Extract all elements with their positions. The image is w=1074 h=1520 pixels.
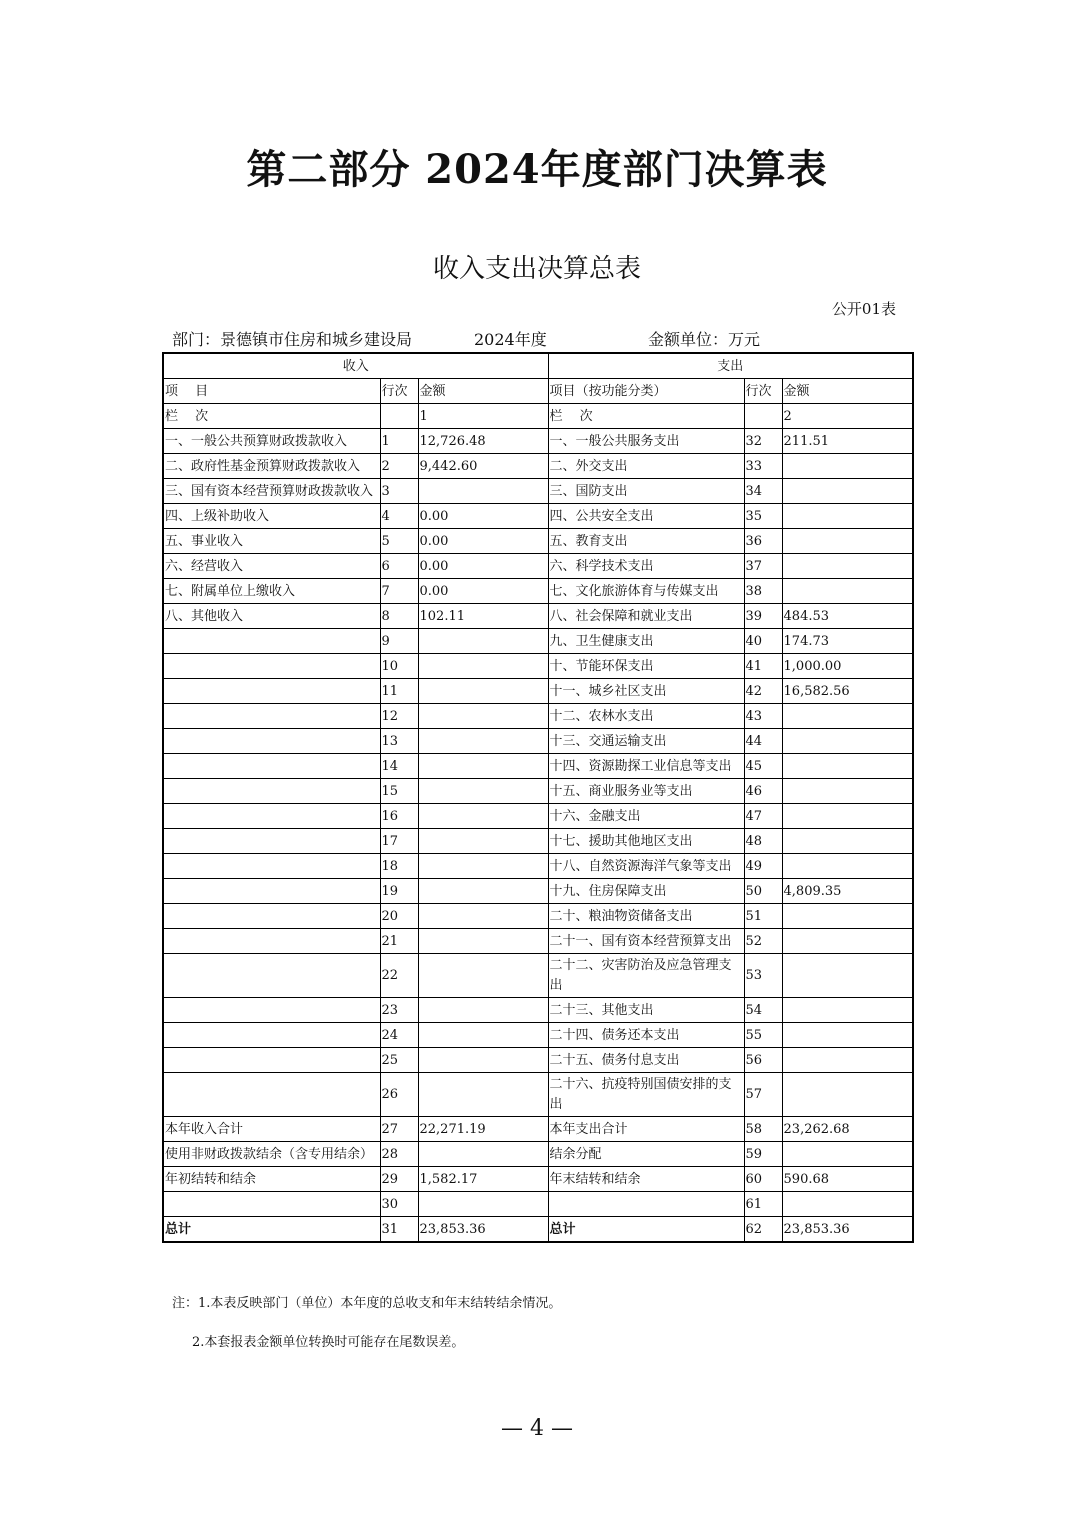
expense-amount-cell [782,904,913,929]
table-row [163,629,913,654]
expense-row-no-cell: 60 [744,1167,782,1192]
expense-row-no-cell: 44 [744,729,782,754]
expense-amount-header: 金额 [782,379,913,404]
income-row-no-cell: 2 [380,454,418,479]
income-row-no-cell: 22 [380,954,418,998]
income-amount-cell [418,1142,548,1167]
expense-item-cell: 六、科学技术支出 [548,554,744,579]
income-amount-cell: 1,582.17 [418,1167,548,1192]
income-amount-cell [418,1192,548,1217]
expense-row-no-header: 行次 [744,379,782,404]
income-column-blank [380,404,418,429]
income-column-index: 1 [418,404,548,429]
expense-item-cell: 十七、援助其他地区支出 [548,829,744,854]
expense-amount-cell: 4,809.35 [782,879,913,904]
expense-item-header: 项目（按功能分类） [548,379,744,404]
expense-amount-cell [782,529,913,554]
expense-row-no-cell: 45 [744,754,782,779]
expense-amount-cell [782,779,913,804]
table-row [163,1167,913,1192]
expense-row-no-cell: 53 [744,954,782,998]
income-amount-cell: 102.11 [418,604,548,629]
expense-item-cell: 十三、交通运输支出 [548,729,744,754]
income-item-cell: 一、一般公共预算财政拨款收入 [163,429,380,454]
table-row [163,854,913,879]
expense-amount-cell: 484.53 [782,604,913,629]
expense-row-no-cell: 57 [744,1073,782,1117]
income-item-cell: 三、国有资本经营预算财政拨款收入 [163,479,380,504]
expense-amount-cell: 211.51 [782,429,913,454]
table-row [163,479,913,504]
expense-row-no-cell: 40 [744,629,782,654]
expense-amount-cell [782,1192,913,1217]
income-item-cell [163,1073,380,1117]
expense-amount-cell [782,479,913,504]
income-amount-cell: 9,442.60 [418,454,548,479]
income-amount-cell: 23,853.36 [418,1217,548,1243]
meta-line [172,327,761,350]
income-row-no-cell: 12 [380,704,418,729]
income-row-no-cell: 31 [380,1217,418,1243]
year-label: 2024年度 [474,330,547,349]
expense-amount-cell [782,729,913,754]
income-item-cell [163,929,380,954]
income-amount-cell [418,904,548,929]
expense-amount-cell: 16,582.56 [782,679,913,704]
expense-item-cell: 四、公共安全支出 [548,504,744,529]
income-item-cell: 四、上级补助收入 [163,504,380,529]
expense-item-cell: 二十一、国有资本经营预算支出 [548,929,744,954]
expense-amount-cell [782,754,913,779]
income-row-no-cell: 29 [380,1167,418,1192]
expense-item-cell: 十、节能环保支出 [548,654,744,679]
expense-item-cell: 三、国防支出 [548,479,744,504]
table-row [163,879,913,904]
income-item-cell: 本年收入合计 [163,1117,380,1142]
expense-item-cell: 总计 [548,1217,744,1243]
expense-row-no-cell: 46 [744,779,782,804]
income-row-no-cell: 4 [380,504,418,529]
expense-item-cell: 十八、自然资源海洋气象等支出 [548,854,744,879]
expense-item-cell: 八、社会保障和就业支出 [548,604,744,629]
income-row-no-cell: 23 [380,998,418,1023]
expense-amount-cell: 590.68 [782,1167,913,1192]
income-item-cell [163,1023,380,1048]
table-row [163,579,913,604]
expense-row-no-cell: 34 [744,479,782,504]
expense-amount-cell [782,998,913,1023]
income-row-no-cell: 13 [380,729,418,754]
income-row-no-cell: 26 [380,1073,418,1117]
income-row-no-cell: 24 [380,1023,418,1048]
table-row [163,1142,913,1167]
table-row [163,1073,913,1117]
expense-amount-cell [782,929,913,954]
income-item-header: 项 目 [163,379,380,404]
expense-item-cell [548,1192,744,1217]
expense-amount-cell [782,1142,913,1167]
income-row-no-cell: 27 [380,1117,418,1142]
income-row-no-cell: 1 [380,429,418,454]
table-row [163,1023,913,1048]
income-item-cell [163,954,380,998]
table-row [163,1117,913,1142]
income-amount-cell [418,954,548,998]
income-amount-cell [418,704,548,729]
income-item-cell [163,1192,380,1217]
income-amount-cell [418,1048,548,1073]
income-row-no-cell: 19 [380,879,418,904]
income-amount-cell [418,629,548,654]
expense-item-cell: 十四、资源勘探工业信息等支出 [548,754,744,779]
income-row-no-cell: 16 [380,804,418,829]
table-row [163,904,913,929]
expense-row-no-cell: 41 [744,654,782,679]
income-amount-cell [418,1073,548,1117]
expense-row-no-cell: 56 [744,1048,782,1073]
expense-row-no-cell: 38 [744,579,782,604]
expense-amount-cell [782,504,913,529]
expense-item-cell: 五、教育支出 [548,529,744,554]
table-row [163,729,913,754]
income-item-cell [163,904,380,929]
income-row-no-cell: 7 [380,579,418,604]
income-item-cell [163,1048,380,1073]
income-expense-table [162,352,914,1243]
expense-row-no-cell: 47 [744,804,782,829]
expense-row-no-cell: 58 [744,1117,782,1142]
income-item-cell [163,754,380,779]
income-item-cell [163,729,380,754]
table-row [163,504,913,529]
expense-row-no-cell: 39 [744,604,782,629]
income-item-cell [163,829,380,854]
income-amount-cell: 0.00 [418,579,548,604]
table-row [163,529,913,554]
income-amount-cell [418,929,548,954]
expense-item-cell: 十一、城乡社区支出 [548,679,744,704]
expense-row-no-cell: 37 [744,554,782,579]
table-row [163,804,913,829]
expense-amount-cell: 1,000.00 [782,654,913,679]
table-row [163,1217,913,1243]
expense-amount-cell [782,1073,913,1117]
income-item-cell: 年初结转和结余 [163,1167,380,1192]
expense-item-cell: 二十、粮油物资储备支出 [548,904,744,929]
income-item-cell [163,879,380,904]
table-row [163,679,913,704]
expense-row-no-cell: 42 [744,679,782,704]
expense-item-cell: 十六、金融支出 [548,804,744,829]
income-row-no-cell: 18 [380,854,418,879]
income-row-no-cell: 6 [380,554,418,579]
expense-amount-cell [782,804,913,829]
expense-amount-cell [782,1048,913,1073]
income-amount-cell [418,479,548,504]
income-item-cell: 七、附属单位上缴收入 [163,579,380,604]
expense-item-cell: 二十二、灾害防治及应急管理支出 [548,954,744,998]
expense-row-no-cell: 59 [744,1142,782,1167]
expense-column-blank [744,404,782,429]
table-row [163,704,913,729]
table-row [163,754,913,779]
income-amount-cell [418,1023,548,1048]
expense-row-no-cell: 32 [744,429,782,454]
expense-amount-cell [782,954,913,998]
table-row [163,429,913,454]
income-row-no-cell: 28 [380,1142,418,1167]
income-item-cell [163,654,380,679]
column-header-row [163,379,913,404]
unit-label: 金额单位：万元 [648,330,761,349]
income-amount-cell [418,879,548,904]
expense-row-no-cell: 54 [744,998,782,1023]
expense-item-cell: 一、一般公共服务支出 [548,429,744,454]
expense-item-cell: 二十三、其他支出 [548,998,744,1023]
table-row [163,1048,913,1073]
expense-row-no-cell: 62 [744,1217,782,1243]
expense-amount-cell [782,704,913,729]
income-amount-cell [418,854,548,879]
income-item-cell [163,629,380,654]
expense-row-no-cell: 49 [744,854,782,879]
table-row [163,954,913,998]
table-row [163,454,913,479]
income-amount-cell [418,829,548,854]
income-column-label: 栏 次 [163,404,380,429]
income-row-no-cell: 25 [380,1048,418,1073]
expense-column-label: 栏 次 [548,404,744,429]
income-row-no-header: 行次 [380,379,418,404]
expense-row-no-cell: 51 [744,904,782,929]
page-number: — 4 — [501,1416,573,1441]
expense-item-cell: 十二、农林水支出 [548,704,744,729]
income-amount-cell [418,779,548,804]
form-code: 公开01表 [831,300,896,318]
income-item-cell: 八、其他收入 [163,604,380,629]
table-row [163,654,913,679]
income-row-no-cell: 30 [380,1192,418,1217]
income-row-no-cell: 11 [380,679,418,704]
income-row-no-cell: 3 [380,479,418,504]
table-row [163,779,913,804]
table-title: 收入支出决算总表 [432,254,641,284]
income-row-no-cell: 9 [380,629,418,654]
income-amount-cell: 0.00 [418,554,548,579]
expense-row-no-cell: 48 [744,829,782,854]
income-item-cell [163,998,380,1023]
income-row-no-cell: 5 [380,529,418,554]
income-amount-cell [418,998,548,1023]
expense-row-no-cell: 61 [744,1192,782,1217]
expense-item-cell: 二十四、债务还本支出 [548,1023,744,1048]
expense-item-cell: 二十五、债务付息支出 [548,1048,744,1073]
income-item-cell: 总计 [163,1217,380,1243]
expense-item-cell: 七、文化旅游体育与传媒支出 [548,579,744,604]
income-item-cell [163,679,380,704]
expense-row-no-cell: 55 [744,1023,782,1048]
expense-column-index: 2 [782,404,913,429]
income-amount-cell [418,729,548,754]
income-amount-header: 金额 [418,379,548,404]
column-index-row [163,404,913,429]
income-row-no-cell: 17 [380,829,418,854]
income-amount-cell [418,804,548,829]
income-row-no-cell: 10 [380,654,418,679]
income-amount-cell [418,654,548,679]
note-1: 注：1.本表反映部门（单位）本年度的总收支和年末结转结余情况。 [172,1296,562,1311]
table-row [163,829,913,854]
expense-item-cell: 十九、住房保障支出 [548,879,744,904]
income-header: 收入 [163,353,548,379]
expense-item-cell: 本年支出合计 [548,1117,744,1142]
income-amount-cell [418,754,548,779]
section-header-row [163,353,913,379]
income-item-cell [163,704,380,729]
expense-header: 支出 [548,353,913,379]
department-label: 部门：景德镇市住房和城乡建设局 [172,330,413,349]
income-item-cell: 二、政府性基金预算财政拨款收入 [163,454,380,479]
income-item-cell: 使用非财政拨款结余（含专用结余） [163,1142,380,1167]
income-row-no-cell: 21 [380,929,418,954]
income-item-cell: 五、事业收入 [163,529,380,554]
table-row [163,1192,913,1217]
income-row-no-cell: 20 [380,904,418,929]
table-row [163,604,913,629]
expense-row-no-cell: 52 [744,929,782,954]
page-title: 第二部分 2024年度部门决算表 [246,146,828,193]
note-2: 2.本套报表金额单位转换时可能存在尾数误差。 [192,1335,465,1350]
expense-row-no-cell: 36 [744,529,782,554]
income-item-cell [163,779,380,804]
expense-item-cell: 二、外交支出 [548,454,744,479]
expense-amount-cell [782,454,913,479]
expense-row-no-cell: 50 [744,879,782,904]
expense-amount-cell [782,554,913,579]
income-amount-cell [418,679,548,704]
income-item-cell: 六、经营收入 [163,554,380,579]
expense-item-cell: 二十六、抗疫特别国债安排的支出 [548,1073,744,1117]
expense-amount-cell [782,579,913,604]
expense-item-cell: 年末结转和结余 [548,1167,744,1192]
income-amount-cell: 0.00 [418,529,548,554]
income-item-cell [163,854,380,879]
table-row [163,554,913,579]
income-row-no-cell: 8 [380,604,418,629]
table-row [163,929,913,954]
expense-amount-cell [782,1023,913,1048]
income-amount-cell: 0.00 [418,504,548,529]
expense-amount-cell: 23,262.68 [782,1117,913,1142]
expense-item-cell: 十五、商业服务业等支出 [548,779,744,804]
table-row [163,998,913,1023]
income-row-no-cell: 15 [380,779,418,804]
expense-row-no-cell: 35 [744,504,782,529]
expense-amount-cell [782,829,913,854]
expense-amount-cell: 174.73 [782,629,913,654]
income-item-cell [163,804,380,829]
expense-row-no-cell: 33 [744,454,782,479]
expense-amount-cell [782,854,913,879]
income-amount-cell: 12,726.48 [418,429,548,454]
expense-item-cell: 结余分配 [548,1142,744,1167]
income-row-no-cell: 14 [380,754,418,779]
expense-row-no-cell: 43 [744,704,782,729]
expense-amount-cell: 23,853.36 [782,1217,913,1243]
expense-item-cell: 九、卫生健康支出 [548,629,744,654]
income-amount-cell: 22,271.19 [418,1117,548,1142]
